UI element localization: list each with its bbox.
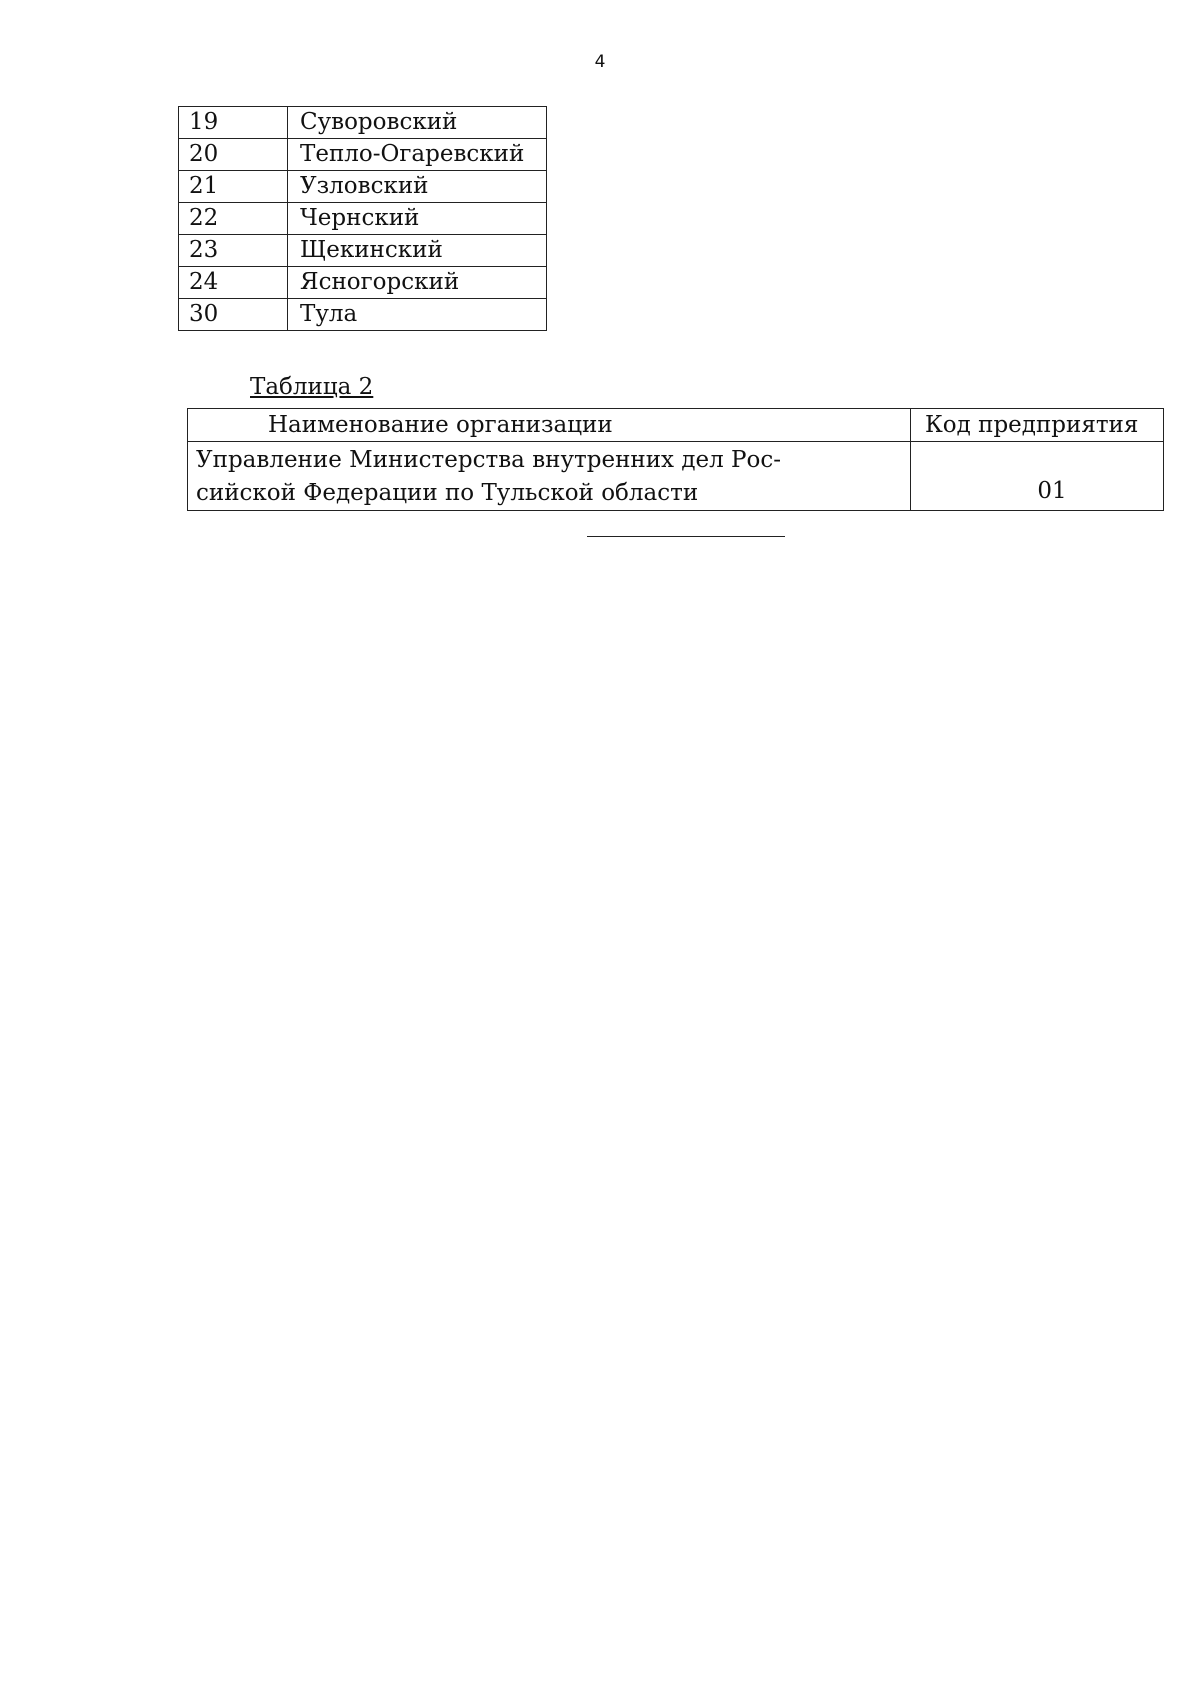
table-row: [179, 299, 547, 331]
district-name: Узловский: [288, 171, 547, 203]
table-row: [179, 139, 547, 171]
organization-code: 01: [911, 442, 1164, 511]
district-code: 20: [179, 139, 288, 171]
table-row: [179, 267, 547, 299]
district-name: Щекинский: [288, 235, 547, 267]
organization-name-line: Управление Министерства внутренних дел Рос-: [196, 447, 782, 473]
table-header-row: [188, 409, 1164, 442]
district-code: 23: [179, 235, 288, 267]
district-code: 24: [179, 267, 288, 299]
organizations-table: [187, 408, 1164, 511]
table-row: [179, 107, 547, 139]
column-header-name: Наименование организации: [188, 409, 911, 442]
district-code: 19: [179, 107, 288, 139]
end-separator-line: [587, 536, 785, 537]
districts-table: [178, 106, 547, 331]
district-name: Тула: [288, 299, 547, 331]
table-row: [179, 235, 547, 267]
page-number: 4: [594, 52, 606, 72]
district-code: 30: [179, 299, 288, 331]
table-2-caption: Таблица 2: [250, 374, 374, 400]
table-row: [179, 203, 547, 235]
column-header-code: Код предприятия: [911, 409, 1164, 442]
district-name: Тепло-Огаревский: [288, 139, 547, 171]
district-code: 22: [179, 203, 288, 235]
district-code: 21: [179, 171, 288, 203]
district-name: Суворовский: [288, 107, 547, 139]
district-name: Чернский: [288, 203, 547, 235]
table-row: [179, 171, 547, 203]
district-name: Ясногорский: [288, 267, 547, 299]
organization-name: [188, 442, 911, 511]
organization-name-line: сийской Федерации по Тульской области: [196, 480, 699, 506]
table-row: [188, 442, 1164, 511]
